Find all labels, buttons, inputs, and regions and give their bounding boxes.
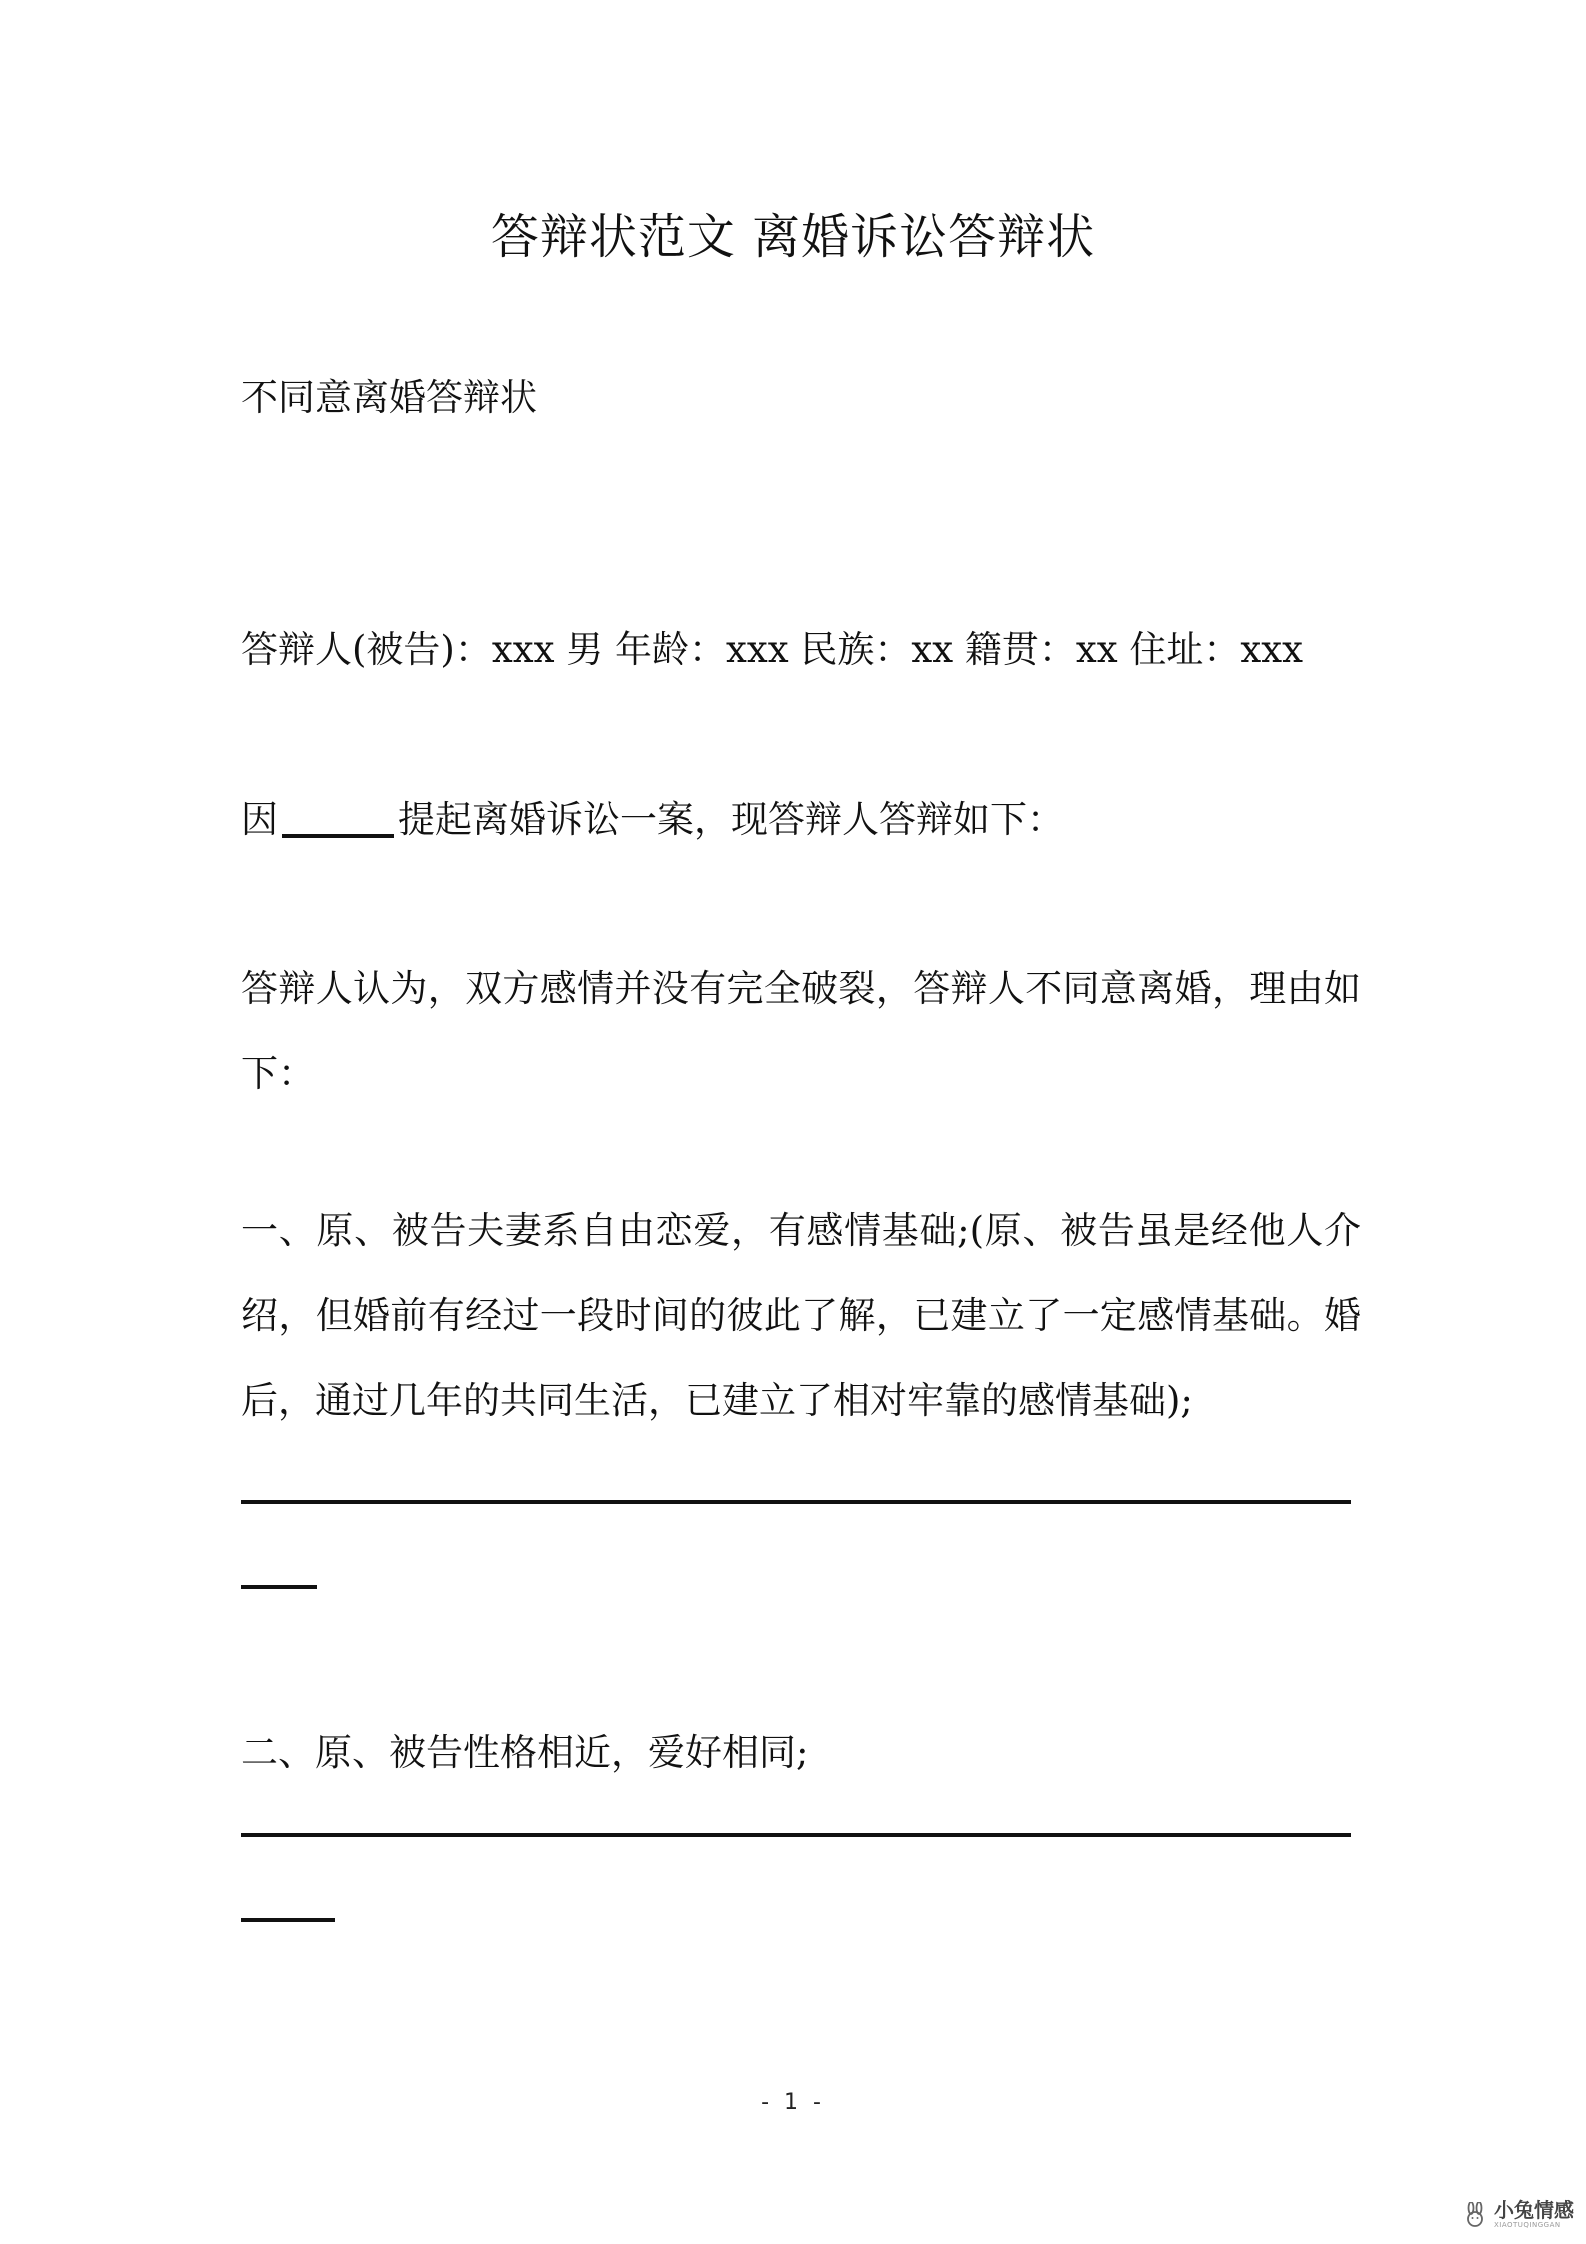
document-title: 答辩状范文 离婚诉讼答辩状: [490, 209, 1096, 265]
watermark: [1462, 2200, 1574, 2229]
rabbit-logo-icon: [1462, 2202, 1488, 2228]
page-number: - 1 -: [761, 2090, 825, 2115]
watermark-name: 小兔情感: [1494, 2198, 1574, 2222]
blank-answer-line: [241, 1833, 1351, 1837]
blank-answer-line: [241, 1585, 317, 1589]
respondent-info: 答辩人(被告)：xxx 男 年龄：xxx 民族：xx 籍贯：xx 住址：xxx: [241, 628, 1303, 671]
fill-in-blank: [282, 794, 394, 838]
case-statement: [241, 792, 1064, 848]
case-prefix: 因: [241, 798, 278, 841]
blank-answer-line: [241, 1500, 1351, 1504]
blank-answer-line: [241, 1918, 335, 1922]
reason-2-paragraph: 二、原、被告性格相近，爱好相同;: [241, 1731, 809, 1774]
case-suffix: 提起离婚诉讼一案，现答辩人答辩如下：: [398, 798, 1064, 841]
reason-1-paragraph: 一、原、被告夫妻系自由恋爱，有感情基础;(原、被告虽是经他人介绍，但婚前有经过一段时间的彼此了解，已建立了一定感情基础。婚后，通过几年的共同生活，已建立了相对牢靠的感情基础);: [241, 1209, 1361, 1422]
opinion-paragraph: 答辩人认为，双方感情并没有完全破裂，答辩人不同意离婚，理由如下：: [241, 967, 1361, 1095]
document-subtitle: 不同意离婚答辩状: [241, 376, 537, 419]
watermark-subtitle: XIAOTUQINGGAN: [1494, 2221, 1561, 2229]
